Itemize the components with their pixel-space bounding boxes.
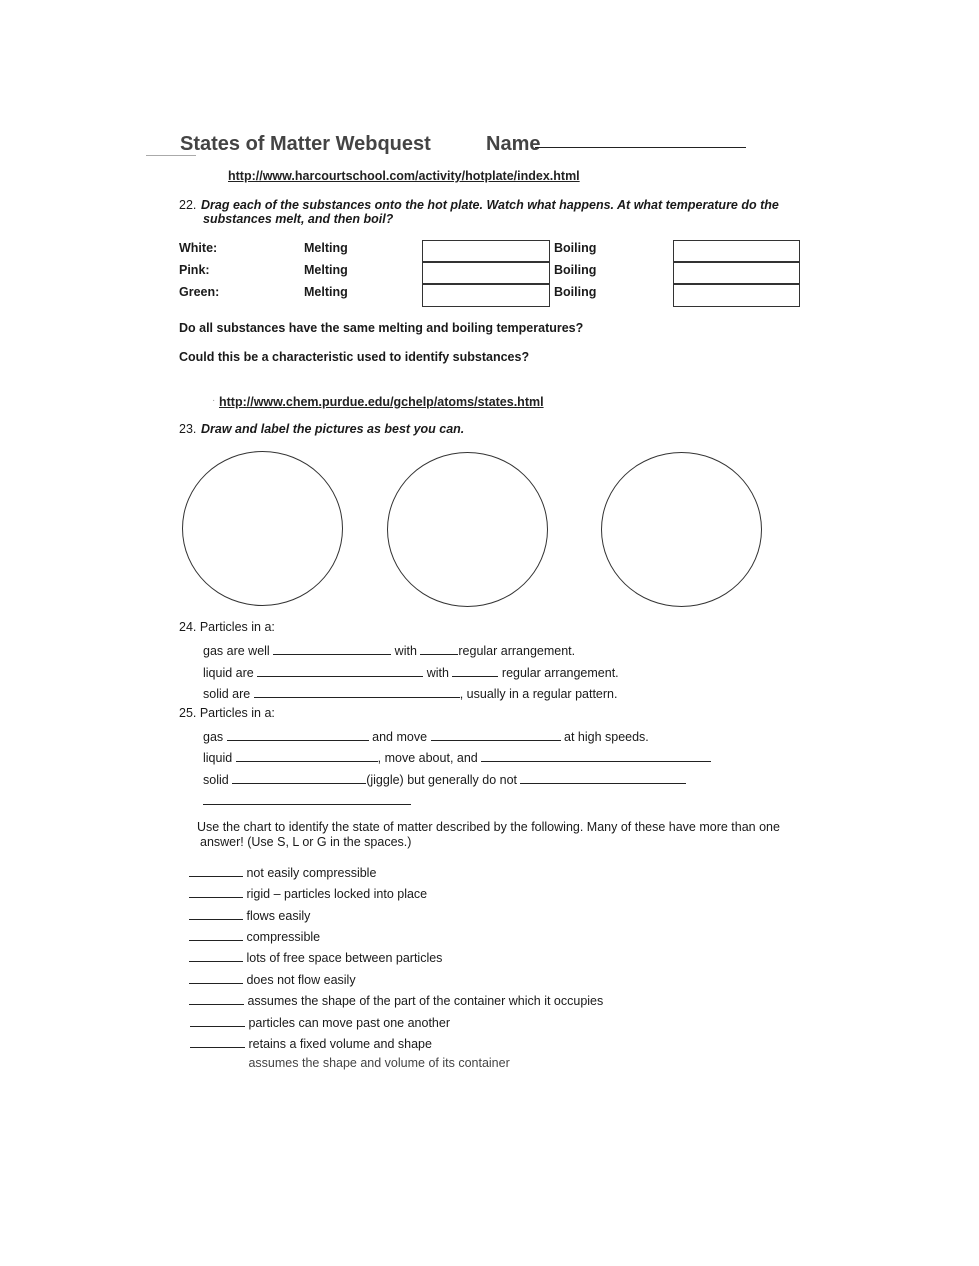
- name-line: [535, 147, 746, 148]
- q24-gas-text-b: with: [394, 644, 417, 658]
- q25-gas-text-a: gas: [203, 730, 224, 744]
- chart-item-text: lots of free space between particles: [246, 951, 443, 965]
- q22-boil-label-pink: Boiling: [554, 263, 597, 277]
- q25-solid-blank-2[interactable]: [520, 771, 686, 784]
- q24-liquid-row: [203, 664, 619, 680]
- chart-intro-line1: Use the chart to identify the state of matter described by the following. Many of these have more than one: [197, 820, 780, 834]
- header-name-label: [486, 130, 541, 155]
- chart-item-text: not easily compressible: [246, 866, 377, 880]
- q24-gas-text-a: gas are well: [203, 644, 270, 658]
- q24-liquid-text-b: with: [426, 666, 449, 680]
- q25-liquid-blank-2[interactable]: [481, 749, 711, 762]
- q23-prompt: Draw and label the pictures as best you can.: [201, 422, 465, 436]
- chart-item: [190, 1014, 450, 1030]
- q25-solid-text-b: (jiggle) but generally do not: [366, 773, 517, 787]
- q25-gas-blank-1[interactable]: [227, 728, 369, 741]
- q24-solid-text-b: , usually in a regular pattern.: [459, 687, 618, 701]
- scan-dot: ·: [212, 395, 216, 406]
- chart-item: [189, 992, 603, 1008]
- q25-solid-text-a: solid: [203, 773, 229, 787]
- q22-melt-label-pink: Melting: [304, 263, 348, 277]
- q25-heading: 25. Particles in a:: [179, 706, 275, 720]
- q24-solid-blank-1[interactable]: [254, 685, 460, 698]
- chart-item-text: assumes the shape and volume of its container: [248, 1056, 510, 1070]
- chart-item: [189, 907, 310, 923]
- q25-liquid-text-b: , move about, and: [377, 751, 478, 765]
- melt-box-pink[interactable]: [422, 262, 550, 284]
- q22-prompt-line1: Drag each of the substances onto the hot plate. Watch what happens. At what temperature do the: [201, 198, 779, 212]
- q25-liquid-text-a: liquid: [203, 751, 233, 765]
- chart-item-blank[interactable]: [189, 885, 243, 898]
- q24-liquid-blank-1[interactable]: [257, 664, 423, 677]
- chart-item-blank[interactable]: [190, 1055, 245, 1067]
- q22-substance-green: Green:: [179, 285, 220, 299]
- drawing-circle-2[interactable]: [387, 452, 548, 607]
- q23-number: 23.: [179, 422, 197, 436]
- chart-item-blank[interactable]: [189, 864, 243, 877]
- q25-gas-row: [203, 728, 649, 744]
- chart-item: [189, 971, 356, 987]
- q24-liquid-blank-2[interactable]: [452, 664, 498, 677]
- q22-substance-white: White:: [179, 241, 218, 255]
- chart-item-blank[interactable]: [190, 1035, 245, 1048]
- q25-solid-row: [203, 771, 686, 787]
- chart-item: [189, 885, 427, 901]
- q24-solid-row: [203, 685, 617, 701]
- q22-prompt-line2: substances melt, and then boil?: [203, 212, 394, 226]
- boil-box-pink[interactable]: [673, 262, 800, 284]
- header-title-text: States of Matter Webquest: [180, 133, 431, 155]
- chart-item-blank[interactable]: [189, 949, 243, 962]
- q24-heading: 24. Particles in a:: [179, 620, 275, 634]
- q25-liquid-blank-1[interactable]: [236, 749, 378, 762]
- q24-gas-text-c: regular arrangement.: [458, 644, 576, 658]
- chart-item-blank[interactable]: [190, 1014, 245, 1027]
- scan-mark: [146, 155, 196, 156]
- q22-number: 22.: [179, 198, 197, 212]
- melt-box-green[interactable]: [422, 284, 550, 307]
- q25-gas-blank-2[interactable]: [431, 728, 561, 741]
- q24-gas-blank-2[interactable]: [420, 642, 458, 655]
- q22-boil-label-green: Boiling: [554, 285, 597, 299]
- q25-gas-text-b: and move: [372, 730, 428, 744]
- chart-item-cut: [190, 1053, 510, 1070]
- chart-item-text: rigid – particles locked into place: [246, 887, 428, 901]
- q25-solid-blank-3[interactable]: [203, 804, 411, 805]
- boil-box-green[interactable]: [673, 284, 800, 307]
- q22-substance-pink: Pink:: [179, 263, 210, 277]
- chart-item-text: flows easily: [246, 909, 311, 923]
- drawing-circle-3[interactable]: [601, 452, 762, 607]
- q22-melt-label-green: Melting: [304, 285, 348, 299]
- hotplate-link[interactable]: http://www.harcourtschool.com/activity/hotplate/index.html: [228, 169, 580, 183]
- q22-boil-label-white: Boiling: [554, 241, 597, 255]
- q24-liquid-text-c: regular arrangement.: [501, 666, 619, 680]
- boil-box-white[interactable]: [673, 240, 800, 262]
- chart-item-blank[interactable]: [189, 928, 243, 941]
- q22-followup1: Do all substances have the same melting and boiling temperatures?: [179, 321, 584, 335]
- chart-item: [190, 1035, 432, 1051]
- q22-followup2: Could this be a characteristic used to identify substances?: [179, 350, 530, 364]
- q24-solid-text-a: solid are: [203, 687, 251, 701]
- q22-melt-label-white: Melting: [304, 241, 348, 255]
- header-title: [180, 130, 431, 155]
- q24-gas-row: [203, 642, 575, 658]
- drawing-circle-1[interactable]: [182, 451, 343, 606]
- chart-item-blank[interactable]: [189, 907, 243, 920]
- chart-item-text: particles can move past one another: [248, 1016, 450, 1030]
- chart-item-blank[interactable]: [189, 971, 243, 984]
- chart-item-blank[interactable]: [189, 992, 244, 1005]
- purdue-link[interactable]: http://www.chem.purdue.edu/gchelp/atoms/states.html: [219, 395, 544, 409]
- q24-gas-blank-1[interactable]: [273, 642, 391, 655]
- melt-box-white[interactable]: [422, 240, 550, 262]
- q25-solid-blank-1[interactable]: [232, 771, 366, 784]
- chart-item-text: compressible: [246, 930, 321, 944]
- header-name-text: Name: [486, 133, 541, 155]
- chart-item-text: retains a fixed volume and shape: [248, 1037, 432, 1051]
- q25-liquid-row: [203, 749, 711, 765]
- chart-item: [189, 949, 442, 965]
- q25-gas-text-c: at high speeds.: [564, 730, 649, 744]
- q24-liquid-text-a: liquid are: [203, 666, 254, 680]
- chart-item-text: does not flow easily: [246, 973, 356, 987]
- chart-item: [189, 928, 320, 944]
- chart-item-text: assumes the shape of the part of the container which it occupies: [247, 994, 604, 1008]
- chart-intro-line2: answer! (Use S, L or G in the spaces.): [200, 835, 412, 849]
- chart-item: [189, 864, 376, 880]
